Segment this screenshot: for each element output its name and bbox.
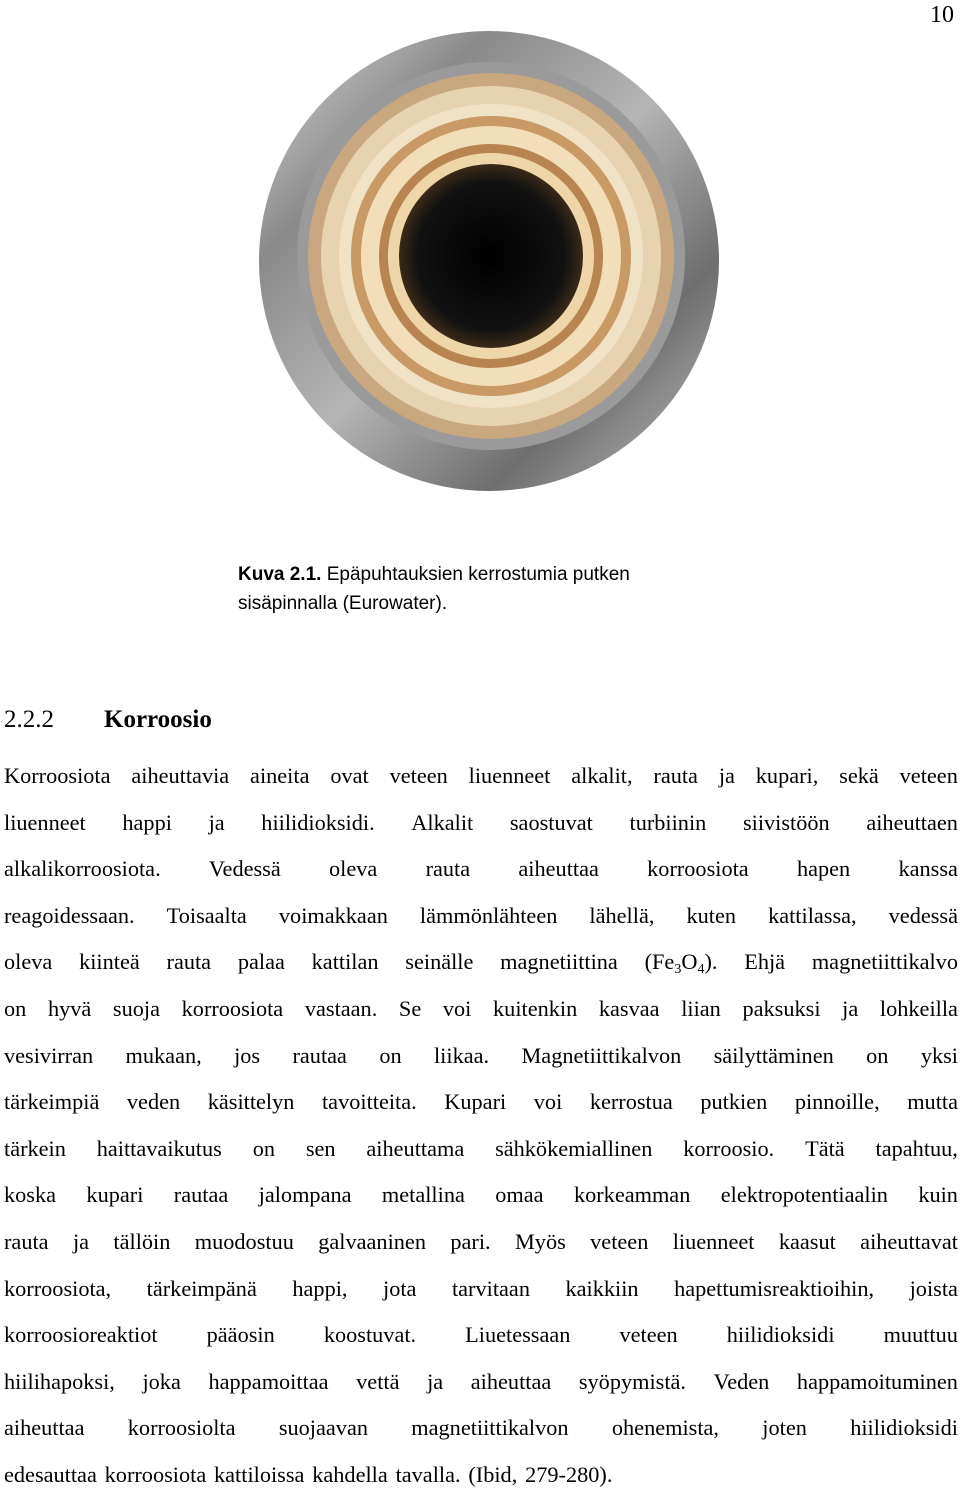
word: käsittelyn [207,1089,295,1115]
word: hiilidioksidi. [261,809,375,835]
word: vedessä [888,902,958,928]
word: kiinteä [79,949,140,975]
word: liikaa. [433,1042,490,1068]
word: Ehjä [744,949,786,975]
word: joka [142,1368,181,1394]
word: omaa [495,1182,544,1208]
word: Veden [713,1368,770,1394]
word: pääosin [206,1322,275,1348]
word: rauta [4,1228,49,1254]
word: kuten [686,902,737,928]
word: Liuetessaan [465,1322,571,1348]
word: liuenneet [672,1228,755,1254]
word: hiilihapoksi, [4,1368,115,1394]
word: aiheuttaen [866,809,958,835]
word: vettä [356,1368,400,1394]
word: Vedessä [208,856,281,882]
text-line-last [4,1461,958,1508]
word: aiheuttaa [4,1415,85,1441]
section-title: Korroosio [104,706,212,733]
word: joista [909,1275,958,1301]
word: rauta [653,763,698,788]
word: liian [681,995,721,1021]
word: Myös [514,1228,566,1254]
word: vesivirran [4,1042,94,1068]
word: lähellä, [589,902,655,928]
section-heading [4,706,212,734]
text-line [4,1368,958,1415]
caption-text-line2: sisäpinnalla (Eurowater). [238,593,448,614]
word: yksi [920,1042,958,1068]
word: on [252,1135,275,1161]
word: magnetiittina [500,949,618,975]
word: ohenemista, [611,1415,719,1441]
word: Toisaalta [166,902,247,928]
text-line [4,762,958,809]
word: ja [718,763,735,788]
caption-text-line1: Epäpuhtauksien kerrostumia putken [326,564,630,585]
word: kuin [918,1182,958,1208]
word: rauta [166,949,212,975]
word: on [866,1042,889,1068]
word: Tätä [805,1135,845,1161]
word: veden [126,1089,181,1115]
word: aiheuttaa [470,1368,552,1394]
word: säilyttäminen [713,1042,834,1068]
word: siivistöön [742,809,830,835]
body-paragraph [4,762,958,1508]
word: aiheuttaa [518,856,599,882]
word: ja [208,809,225,835]
text-line [4,1088,958,1135]
word: koostuvat. [323,1322,417,1348]
word: hyvä [47,995,92,1021]
word: aiheuttavia [131,763,230,788]
word: galvaaninen [318,1228,426,1254]
word: (Ibid, [468,1461,518,1487]
word: kattilan [311,949,379,975]
word: kahdella [312,1461,388,1487]
word: ja [72,1228,90,1254]
word: rauta [425,856,471,882]
word: ja [427,1368,444,1394]
word: Magnetiittikalvon [521,1042,682,1068]
word: ja [842,995,859,1021]
figure-caption [238,560,698,618]
word: pari. [450,1228,491,1254]
text-line [4,1321,958,1368]
word: korroosiota [647,856,749,882]
word: oleva [4,949,53,975]
word: tällöin [113,1228,171,1254]
word: tarvitaan [451,1275,530,1301]
word: kupari, [755,763,819,788]
word: alkalit, [571,763,633,788]
word: veteen [619,1322,678,1348]
word: joten [762,1415,807,1441]
word: lohkeilla [879,995,958,1021]
section-number: 2.2.2 [4,706,54,733]
word: voi [442,995,472,1021]
word: korroosiolta [127,1415,236,1441]
word: seinälle [405,949,474,975]
word: $(Fe_3O_4)$. [644,949,718,978]
word: jos [234,1042,261,1068]
word: korroosio. [683,1135,775,1161]
word: turbiinin [629,809,707,835]
word: kerrostua [589,1089,673,1115]
word: muodostuu [194,1228,294,1254]
word: voi [533,1089,563,1115]
word: sähkökemiallinen [495,1135,653,1161]
word: happamoituminen [796,1368,958,1394]
word: korroosiota, [4,1275,112,1301]
word: vastaan. [304,995,378,1021]
word: kasvaa [598,995,660,1021]
word: sekä [839,763,879,788]
word: magnetiittikalvo [811,949,958,975]
word: veteen [389,763,448,788]
word: liuenneet [468,763,551,788]
text-line [4,1228,958,1275]
word: putkien [700,1089,768,1115]
word: lämmönlähteen [419,902,558,928]
word: kupari [86,1182,144,1208]
word: jalompana [258,1182,352,1208]
word: paksuksi [742,995,821,1021]
text-line [4,1181,958,1228]
word: kaikkiin [565,1275,639,1301]
word: hiilidioksidi [726,1322,835,1348]
word: elektropotentiaalin [720,1182,888,1208]
word: happi [122,809,172,835]
word: reagoidessaan. [4,902,135,928]
pipe-cross-section-image [258,30,720,492]
subscript: 4 [697,962,705,978]
word: happi, [292,1275,348,1301]
text-line [4,1275,958,1322]
word: tärkein [4,1135,66,1161]
word: suoja [112,995,160,1021]
word: veteen [899,763,958,788]
word: kattiloissa [214,1461,305,1487]
word: aiheuttama [366,1135,465,1161]
word: metallina [381,1182,465,1208]
word: muuttuu [883,1322,958,1348]
word: korroosiota [104,1461,207,1487]
page-number: 10 [930,2,954,28]
word: tärkeimpiä [4,1089,100,1115]
word: korkeamman [573,1182,691,1208]
word: korroosiota [181,995,284,1021]
word: edesauttaa [4,1461,97,1487]
word: hapen [796,856,851,882]
text-line-formula [4,948,958,995]
word: aiheuttavat [860,1228,958,1254]
text-line [4,1414,958,1461]
word: oleva [329,856,378,882]
word: voimakkaan [278,902,388,928]
word: kanssa [898,856,958,882]
word: tapahtuu, [875,1135,958,1161]
word: rautaa [173,1182,229,1208]
text-line [4,855,958,902]
word: on [4,995,27,1021]
word: koska [4,1182,57,1208]
word: haittavaikutus [96,1135,222,1161]
word: suojaavan [278,1415,368,1441]
word: saostuvat [509,809,593,835]
word: palaa [237,949,285,975]
word: sen [305,1135,336,1161]
word: hiilidioksidi [850,1415,958,1441]
word: kuitenkin [493,995,578,1021]
word: liuenneet [4,809,86,835]
word: kattilassa, [768,902,857,928]
word: kaasut [778,1228,836,1254]
word: veteen [590,1228,649,1254]
word: ovat [330,763,369,788]
word: syöpymistä. [578,1368,686,1394]
word: happamoittaa [208,1368,329,1394]
word: Kupari [444,1089,507,1115]
word: tavalla. [395,1461,461,1487]
word: korroosioreaktiot [4,1322,158,1348]
word: alkalikorroosiota. [4,856,161,882]
caption-label: Kuva 2.1. [238,564,322,585]
word: rautaa [292,1042,347,1068]
word: tärkeimpänä [146,1275,257,1301]
word: mukaan, [125,1042,202,1068]
word: jota [383,1275,417,1301]
word: Alkalit [411,809,474,835]
word: Korroosiota [4,763,111,788]
word: tavoitteita. [321,1089,417,1115]
text-line [4,995,958,1042]
word: Se [398,995,422,1021]
word: pinnoille, [794,1089,880,1115]
subscript: 3 [674,962,682,978]
text-line [4,809,958,856]
text-line [4,1042,958,1089]
word: magnetiittikalvon [411,1415,569,1441]
text-line [4,1135,958,1182]
word: mutta [907,1089,958,1115]
text-line [4,902,958,949]
word: on [379,1042,402,1068]
word: hapettumisreaktioihin, [674,1275,875,1301]
word: aineita [250,763,310,788]
word: 279-280). [525,1461,613,1487]
